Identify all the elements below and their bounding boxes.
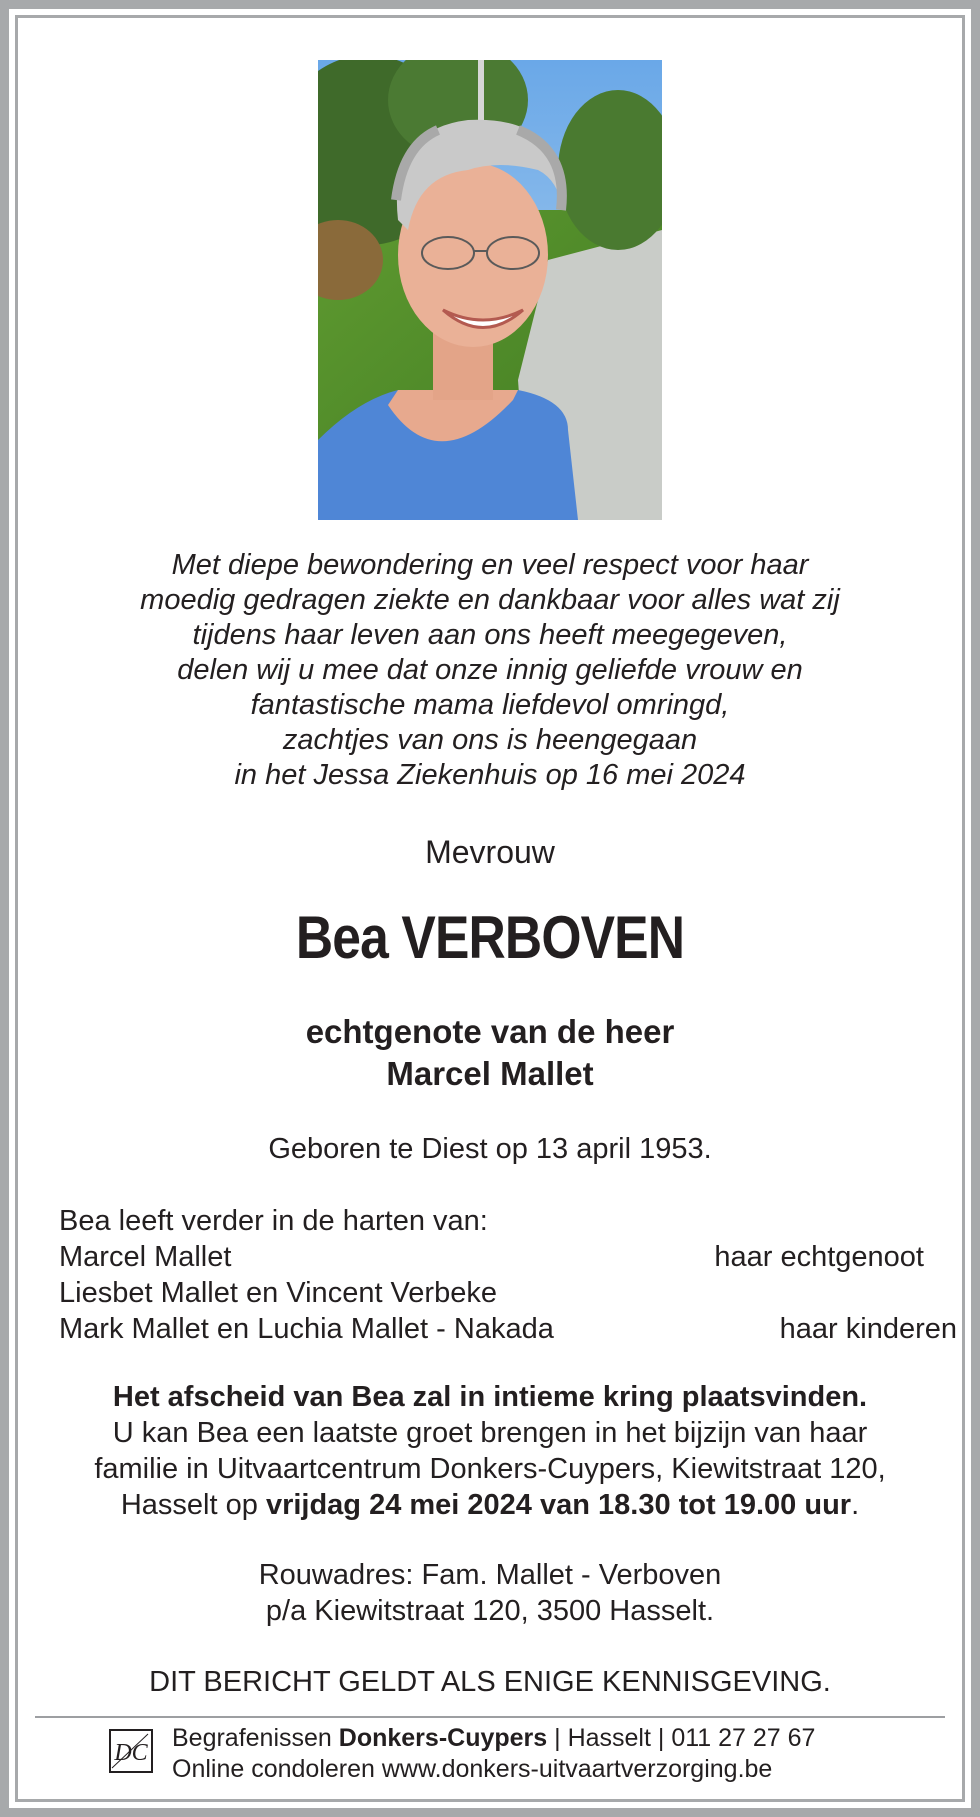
address-line: p/a Kiewitstraat 120, 3500 Hasselt.	[265, 1595, 715, 1627]
intro-line: Met diepe bewondering en veel respect voor haar	[171, 549, 809, 581]
logo-text: DC	[114, 1740, 148, 1766]
farewell-bold-line: Het afscheid van Bea zal in intieme kring plaatsvinden.	[112, 1381, 868, 1413]
footer-website[interactable]: Online condoleren www.donkers-uitvaartverzorging.be	[172, 1755, 773, 1783]
address-line: Rouwadres: Fam. Mallet - Verboven	[258, 1559, 722, 1591]
spouse-line: echtgenote van de heer	[305, 1013, 675, 1050]
farewell-prefix: Hasselt op	[120, 1489, 266, 1521]
list-item	[59, 1239, 924, 1275]
survivor-relation: haar kinderen	[779, 1313, 957, 1345]
survivors-list	[59, 1203, 957, 1347]
portrait-photo	[318, 60, 662, 520]
list-item	[59, 1275, 919, 1311]
intro-text	[40, 548, 940, 793]
mourning-address	[40, 1557, 940, 1629]
spouse-name: Marcel Mallet	[386, 1055, 594, 1092]
farewell-suffix: .	[851, 1489, 860, 1521]
intro-line: delen wij u mee dat onze innig geliefde vrouw en	[177, 654, 803, 686]
spouse-info	[40, 1011, 940, 1095]
farewell-line: U kan Bea een laatste groet brengen in het bijzijn van haar	[112, 1417, 868, 1449]
funeral-home-name: Donkers-Cuypers	[338, 1724, 548, 1752]
intro-line: moedig gedragen ziekte en dankbaar voor alles wat zij	[140, 584, 840, 616]
footer-prefix: Begrafenissen	[172, 1724, 339, 1752]
salutation: Mevrouw	[425, 834, 555, 870]
farewell-line: familie in Uitvaartcentrum Donkers-Cuypers, Kiewitstraat 120,	[94, 1453, 886, 1485]
survivor-names: Mark Mallet en Luchia Mallet - Nakada	[59, 1313, 554, 1345]
intro-line: fantastische mama liefdevol omringd,	[250, 689, 730, 721]
intro-line: zachtjes van ons is heengegaan	[282, 724, 698, 756]
survivor-relation: haar echtgenoot	[714, 1241, 924, 1273]
notice-text: DIT BERICHT GELDT ALS ENIGE KENNISGEVING.	[149, 1666, 831, 1698]
intro-line: in het Jessa Ziekenhuis op 16 mei 2024	[234, 759, 746, 791]
farewell-line	[40, 1487, 940, 1523]
farewell-date: vrijdag 24 mei 2024 van 18.30 tot 19.00 uur	[265, 1489, 852, 1521]
deceased-name: Bea VERBOVEN	[295, 904, 685, 971]
list-item	[59, 1311, 957, 1347]
footer-info	[172, 1723, 815, 1785]
birth-info: Geboren te Diest op 13 april 1953.	[268, 1133, 712, 1165]
survivor-names: Liesbet Mallet en Vincent Verbeke	[59, 1277, 497, 1309]
farewell-info	[40, 1379, 940, 1523]
survivors-heading: Bea leeft verder in de harten van:	[59, 1205, 488, 1237]
footer-divider	[35, 1716, 945, 1718]
footer-line	[172, 1723, 815, 1754]
footer-contact: | Hasselt | 011 27 27 67	[547, 1724, 816, 1752]
funeral-home-logo	[108, 1728, 154, 1774]
survivor-names: Marcel Mallet	[59, 1241, 232, 1273]
intro-line: tijdens haar leven aan ons heeft meegegeven,	[192, 619, 788, 651]
